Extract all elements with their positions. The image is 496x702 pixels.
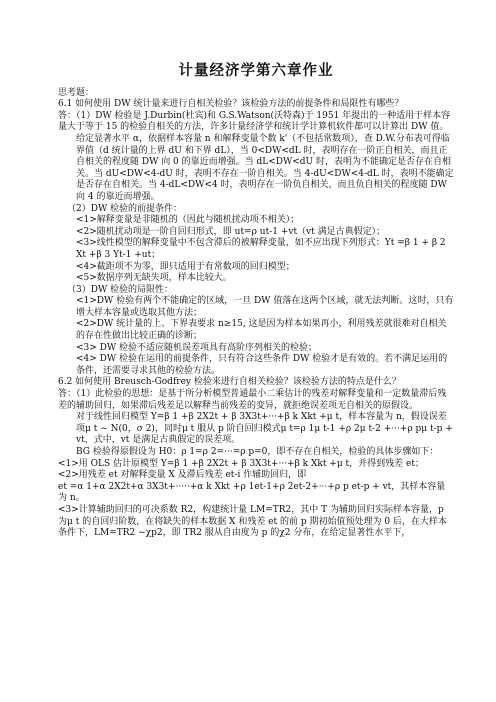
subheading: （2）DW 检验的前提条件： bbox=[67, 203, 183, 214]
list-item: <1>解释变量是非随机的（因此与随机扰动项不相关）； bbox=[76, 215, 300, 226]
answer-paragraph: BG 检验得原假设为 H0：ρ 1=ρ 2=···=ρ p=0，即不存在自相关，检验的具体步骤如下： bbox=[76, 447, 439, 457]
equation-line: et =α 1+α 2X2t+α 3X3t+·····+α k Xkt +ρ 1et-1+ρ 2et-2+···+ρ p et-p + vt，其样本容量为 n。 bbox=[58, 481, 446, 504]
list-item: <4>截距项不为零，即只适用于有常数项的回归模型； bbox=[76, 261, 295, 272]
subheading: （3）DW 检验的局限性： bbox=[67, 284, 174, 295]
list-item: <1>用 OLS 估计原模型 Y=β 1 +β 2X2t + β 3X3t+···+β k Xkt +μ t，并得到残差 et； bbox=[58, 458, 424, 469]
answer-paragraph: 对于线性回归模型 Y=β 1 +β 2X2t + β 3X3t+···+β k Xkt +μ t，样本容量为 n，假设误差项μ t ~ N(0，σ 2)，同时μ t 服从 p 阶自回归模式μ t=ρ 1μ t-1 +ρ 2μ t-2 +···+ρ pμ t-p + vt，式中，vt 是满足古典假定的误差项。 bbox=[76, 412, 453, 446]
answer-paragraph: 答：（1）DW 检验是 J.Durbin(杜宾)和 G.S.Watson(沃特森)于 1951 年提出的一种适用于样本容量大于等于 15 的检验自相关的方法，许多计量经济学和统计学计算机软件都可以计算出 DW 值。 bbox=[58, 110, 451, 133]
page-title: 计量经济学第六章作业 bbox=[178, 63, 334, 79]
question-6-1: 6.1 如何使用 DW 统计量来进行自相关检验？该检验方法的前提条件和局限性有哪些？ bbox=[58, 99, 404, 110]
question-6-2: 6.2 如何使用 Breusch-Godfrey 检验来进行自相关检验？该检验方法的特点是什么？ bbox=[58, 377, 401, 388]
list-item: <3>计算辅助回归的可决系数 R2，构建统计量 LM=TR2，其中 T 为辅助回归实际样本容量，p 为μ t 的自回归阶数，在将缺失的样本数据 X 和残差 et 的前 p 期初始值预处理为 0 后，在大样本条件下，LM=TR2 ~χp2，即 TR2 服从自由度为 p 的χ2 分布，在给定显著性水平下， bbox=[58, 504, 447, 539]
list-item: <2>DW 统计量的上、下界表要求 n≥15, 这是因为样本如果再小，利用残差就很难对自相关的存在性做出比较正确的诊断； bbox=[76, 319, 447, 342]
list-item: <2>用残差 et 对解释变量 X 及滞后残差 et-i 作辅助回归，即 bbox=[58, 470, 307, 481]
section-heading: 思考题： bbox=[58, 87, 95, 98]
answer-paragraph: 答：（1）此检验的思想：是基于所分析模型普通最小二乘估计的残差对解释变量和一定数量滞后残差的辅助回归，如果滞后残差足以解释当前残差的变异，就拒绝误差项无自相关的原假设。 bbox=[58, 389, 447, 411]
list-item: <3> DW 检验不适应随机误差项具有高阶序列相关的检验； bbox=[76, 342, 317, 353]
list-item: <4> DW 检验在运用的前提条件，只有符合这些条件 DW 检验才是有效的。若不满足运用的条件，还需要寻求其他的检验方法。 bbox=[76, 354, 448, 376]
answer-paragraph: 给定显著水平 α，依据样本容量 n 和解释变量个数 k'（不包括常数项），查 D.W.分布表可得临界值（d 统计量的上界 dU 和下界 dL），当 0<DW<dL 时，表明存在一阶正自相关，而且正自相关的程度随 DW 向 0 的靠近而增强。当 dL<DW<dU 时，表明为不能确定是否存在自相关。当 dU<DW<4-dU 时，表明不存在一阶自相关。当 4-dU<DW<4-dL 时，表明不能确定是否存在自相关。当 4-dL<DW<4 时，表明存在一阶负自相关，而且负自相关的程度随 DW 向 4 的靠近而增强。 bbox=[76, 133, 454, 202]
list-item: <3>线性模型的解释变量中不包含滞后的被解释变量，如不应出现下列形式：Yt =β 1 + β 2 Xt +β 3 Yt-1 +ut； bbox=[76, 238, 446, 260]
list-item: <5>数据序列无缺失项，样本比较大。 bbox=[76, 273, 232, 284]
list-item: <1>DW 检验有两个不能确定的区域，一旦 DW 值落在这两个区域，就无法判断。这时，只有增大样本容量或选取其他方法； bbox=[76, 296, 454, 318]
list-item: <2>随机扰动项是一阶自回归形式，即 ut=ρ ut-1 +vt（vt 满足古典假定）； bbox=[76, 226, 386, 237]
